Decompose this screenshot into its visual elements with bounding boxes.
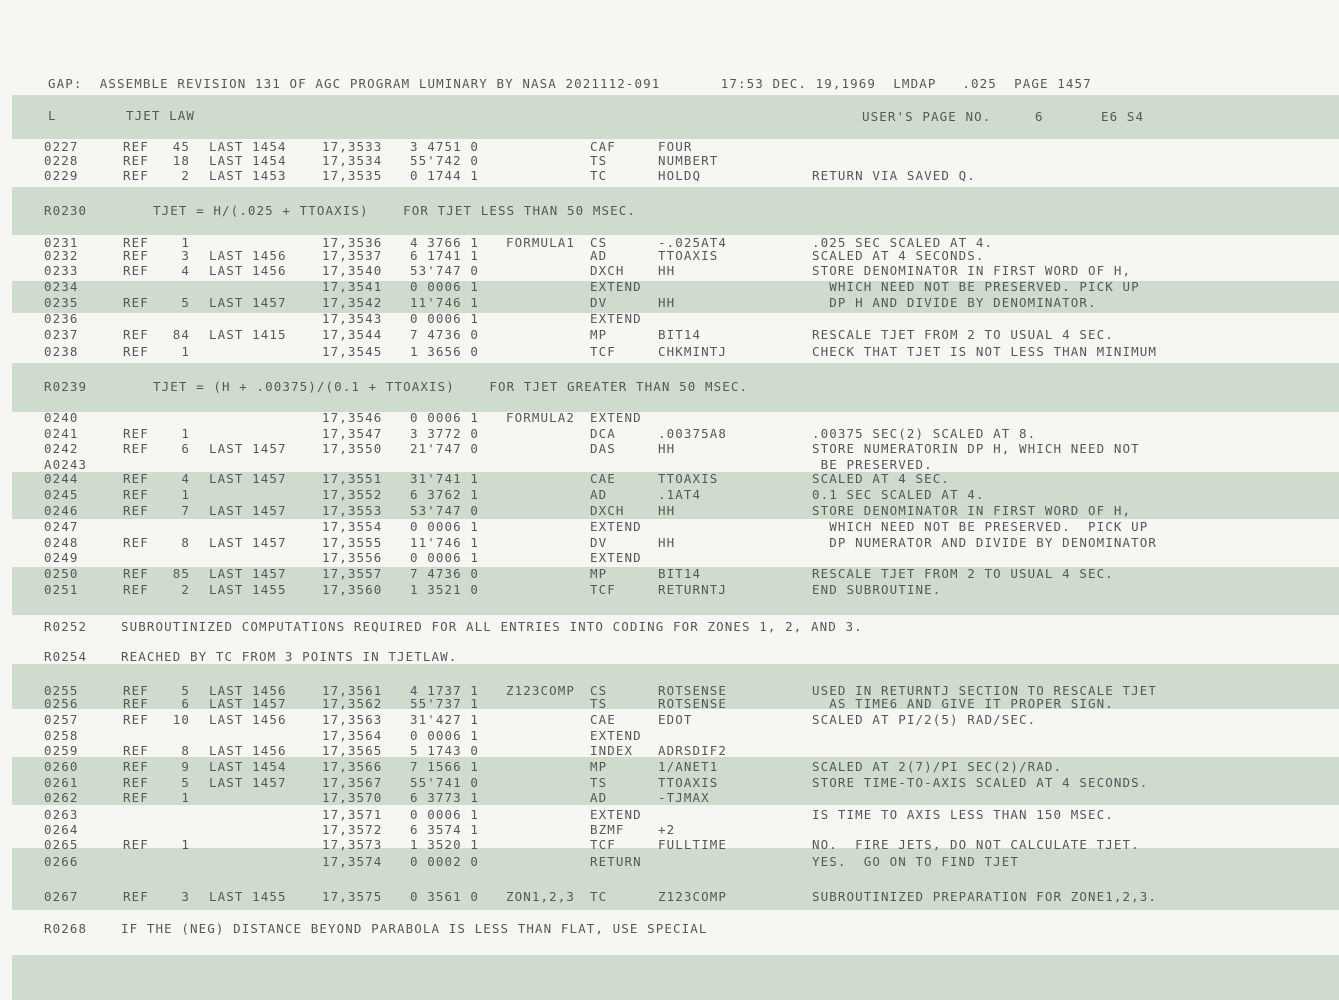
operand: CHKMINTJ <box>658 344 728 359</box>
octal-code: 6 3762 1 <box>410 487 480 502</box>
ref-count: 1 <box>181 235 190 250</box>
opcode: CS <box>590 683 608 698</box>
remark-text: TJET = H/(.025 + TTOAXIS) FOR TJET LESS THAN 50 MSEC. <box>153 203 637 218</box>
ref-label: REF <box>123 248 149 263</box>
operand: HOLDQ <box>658 168 702 183</box>
ref-count: 1 <box>181 487 190 502</box>
last-page: LAST 1456 <box>209 263 287 278</box>
line-number: 0259 <box>44 743 79 758</box>
opcode: TC <box>590 168 608 183</box>
comment: WHICH NEED NOT BE PRESERVED. PICK UP <box>812 279 1140 294</box>
opcode: TCF <box>590 582 616 597</box>
subheader-ref: E6 S4 <box>1101 109 1145 124</box>
line-number: 0245 <box>44 487 79 502</box>
comment: STORE TIME-TO-AXIS SCALED AT 4 SECONDS. <box>812 775 1149 790</box>
ref-label: REF <box>123 712 149 727</box>
comment: STORE DENOMINATOR IN FIRST WORD OF H, <box>812 263 1132 278</box>
ref-label: REF <box>123 263 149 278</box>
line-number: R0239 <box>44 379 88 394</box>
comment: .025 SEC SCALED AT 4. <box>812 235 994 250</box>
ref-count: 84 <box>172 327 190 342</box>
comment: NO. FIRE JETS, DO NOT CALCULATE TJET. <box>812 837 1140 852</box>
comment: RETURN VIA SAVED Q. <box>812 168 976 183</box>
opcode: CAE <box>590 712 616 727</box>
opcode: DV <box>590 295 608 310</box>
address: 17,3557 <box>322 566 383 581</box>
ref-count: 5 <box>181 775 190 790</box>
octal-code: 7 4736 0 <box>410 327 480 342</box>
comment: RESCALE TJET FROM 2 TO USUAL 4 SEC. <box>812 566 1114 581</box>
comment: YES. GO ON TO FIND TJET <box>812 854 1020 869</box>
octal-code: 0 0006 1 <box>410 550 480 565</box>
opcode: DAS <box>590 441 616 456</box>
last-page: LAST 1457 <box>209 471 287 486</box>
line-number: 0238 <box>44 344 79 359</box>
operand: Z123COMP <box>658 889 728 904</box>
last-page: LAST 1457 <box>209 566 287 581</box>
comment: SCALED AT 4 SECONDS. <box>812 248 985 263</box>
comment: IS TIME TO AXIS LESS THAN 150 MSEC. <box>812 807 1114 822</box>
operand: .1AT4 <box>658 487 702 502</box>
ref-label: REF <box>123 168 149 183</box>
octal-code: 3 4751 0 <box>410 139 480 154</box>
last-page: LAST 1456 <box>209 248 287 263</box>
ref-count: 3 <box>181 248 190 263</box>
ref-count: 2 <box>181 582 190 597</box>
line-number: 0266 <box>44 854 79 869</box>
opcode: MP <box>590 566 608 581</box>
remark-text: IF THE (NEG) DISTANCE BEYOND PARABOLA IS LESS THAN FLAT, USE SPECIAL <box>121 921 708 936</box>
line-number: 0233 <box>44 263 79 278</box>
symbol-label: ZON1,2,3 <box>506 889 576 904</box>
line-number: 0241 <box>44 426 79 441</box>
last-page: LAST 1454 <box>209 139 287 154</box>
comment: SCALED AT 2(7)/PI SEC(2)/RAD. <box>812 759 1063 774</box>
opcode: TCF <box>590 837 616 852</box>
last-page: LAST 1457 <box>209 441 287 456</box>
line-number: 0257 <box>44 712 79 727</box>
line-number: 0265 <box>44 837 79 852</box>
line-number: R0230 <box>44 203 88 218</box>
ref-label: REF <box>123 790 149 805</box>
octal-code: 0 3561 0 <box>410 889 480 904</box>
line-number: 0267 <box>44 889 79 904</box>
line-number: 0248 <box>44 535 79 550</box>
address: 17,3561 <box>322 683 383 698</box>
opcode: MP <box>590 327 608 342</box>
line-number: 0255 <box>44 683 79 698</box>
octal-code: 55'741 0 <box>410 775 480 790</box>
last-page: LAST 1456 <box>209 712 287 727</box>
last-page: LAST 1455 <box>209 582 287 597</box>
octal-code: 0 0006 1 <box>410 807 480 822</box>
last-page: LAST 1415 <box>209 327 287 342</box>
line-number: 0240 <box>44 410 79 425</box>
address: 17,3562 <box>322 696 383 711</box>
operand: TTOAXIS <box>658 471 719 486</box>
last-page: LAST 1457 <box>209 295 287 310</box>
opcode: EXTEND <box>590 410 642 425</box>
address: 17,3563 <box>322 712 383 727</box>
address: 17,3555 <box>322 535 383 550</box>
ref-label: REF <box>123 487 149 502</box>
opcode: AD <box>590 487 608 502</box>
ref-label: REF <box>123 837 149 852</box>
last-page: LAST 1457 <box>209 696 287 711</box>
ref-count: 4 <box>181 263 190 278</box>
octal-code: 55'742 0 <box>410 153 480 168</box>
line-number: 0227 <box>44 139 79 154</box>
line-number: 0261 <box>44 775 79 790</box>
comment: STORE DENOMINATOR IN FIRST WORD OF H, <box>812 503 1132 518</box>
octal-code: 53'747 0 <box>410 263 480 278</box>
opcode: DV <box>590 535 608 550</box>
ref-label: REF <box>123 327 149 342</box>
opcode: TS <box>590 696 608 711</box>
opcode: EXTEND <box>590 311 642 326</box>
ref-count: 4 <box>181 471 190 486</box>
opcode: DXCH <box>590 263 625 278</box>
line-number: 0237 <box>44 327 79 342</box>
octal-code: 11'746 1 <box>410 295 480 310</box>
subheader-left: L <box>48 108 57 123</box>
line-number: 0249 <box>44 550 79 565</box>
ref-count: 9 <box>181 759 190 774</box>
comment: STORE NUMERATORIN DP H, WHICH NEED NOT <box>812 441 1140 456</box>
address: 17,3535 <box>322 168 383 183</box>
opcode: TS <box>590 153 608 168</box>
octal-code: 0 0006 1 <box>410 410 480 425</box>
last-page: LAST 1453 <box>209 168 287 183</box>
ref-label: REF <box>123 235 149 250</box>
comment: BE PRESERVED. <box>812 457 933 472</box>
operand: TTOAXIS <box>658 248 719 263</box>
ref-count: 8 <box>181 743 190 758</box>
address: 17,3564 <box>322 728 383 743</box>
address: 17,3551 <box>322 471 383 486</box>
operand: HH <box>658 535 676 550</box>
line-number: A0243 <box>44 457 88 472</box>
opcode: CAE <box>590 471 616 486</box>
ref-count: 3 <box>181 889 190 904</box>
operand: BIT14 <box>658 327 702 342</box>
opcode: MP <box>590 759 608 774</box>
opcode: DCA <box>590 426 616 441</box>
octal-code: 7 4736 0 <box>410 566 480 581</box>
ref-count: 8 <box>181 535 190 550</box>
ref-count: 2 <box>181 168 190 183</box>
octal-code: 55'737 1 <box>410 696 480 711</box>
line-number: 0232 <box>44 248 79 263</box>
octal-code: 0 0006 1 <box>410 311 480 326</box>
ref-label: REF <box>123 139 149 154</box>
line-number: 0244 <box>44 471 79 486</box>
comment: SCALED AT PI/2(5) RAD/SEC. <box>812 712 1037 727</box>
line-number: 0247 <box>44 519 79 534</box>
user-page-number: 6 <box>1035 109 1044 124</box>
address: 17,3545 <box>322 344 383 359</box>
ref-count: 5 <box>181 683 190 698</box>
ref-label: REF <box>123 566 149 581</box>
operand: HH <box>658 263 676 278</box>
last-page: LAST 1454 <box>209 153 287 168</box>
address: 17,3566 <box>322 759 383 774</box>
octal-code: 7 1566 1 <box>410 759 480 774</box>
operand: ROTSENSE <box>658 683 728 698</box>
line-number: 0235 <box>44 295 79 310</box>
ref-count: 18 <box>172 153 190 168</box>
remark-text: TJET = (H + .00375)/(0.1 + TTOAXIS) FOR TJET GREATER THAN 50 MSEC. <box>153 379 749 394</box>
ref-count: 5 <box>181 295 190 310</box>
address: 17,3552 <box>322 487 383 502</box>
line-number: 0262 <box>44 790 79 805</box>
operand: BIT14 <box>658 566 702 581</box>
opcode: INDEX <box>590 743 634 758</box>
octal-code: 4 1737 1 <box>410 683 480 698</box>
last-page: LAST 1457 <box>209 775 287 790</box>
comment: RESCALE TJET FROM 2 TO USUAL 4 SEC. <box>812 327 1114 342</box>
address: 17,3547 <box>322 426 383 441</box>
ref-label: REF <box>123 426 149 441</box>
octal-code: 1 3656 0 <box>410 344 480 359</box>
opcode: AD <box>590 790 608 805</box>
address: 17,3556 <box>322 550 383 565</box>
opcode: RETURN <box>590 854 642 869</box>
ref-label: REF <box>123 696 149 711</box>
line-number: 0242 <box>44 441 79 456</box>
ref-label: REF <box>123 441 149 456</box>
address: 17,3553 <box>322 503 383 518</box>
ref-label: REF <box>123 535 149 550</box>
address: 17,3533 <box>322 139 383 154</box>
ref-count: 45 <box>172 139 190 154</box>
operand: HH <box>658 503 676 518</box>
ref-label: REF <box>123 743 149 758</box>
opcode: CS <box>590 235 608 250</box>
comment: USED IN RETURNTJ SECTION TO RESCALE TJET <box>812 683 1158 698</box>
operand: -TJMAX <box>658 790 710 805</box>
comment: DP H AND DIVIDE BY DENOMINATOR. <box>812 295 1097 310</box>
address: 17,3570 <box>322 790 383 805</box>
octal-code: 6 3773 1 <box>410 790 480 805</box>
line-number: 0256 <box>44 696 79 711</box>
opcode: EXTEND <box>590 728 642 743</box>
line-number: 0246 <box>44 503 79 518</box>
operand: RETURNTJ <box>658 582 728 597</box>
operand: EDOT <box>658 712 693 727</box>
operand: HH <box>658 295 676 310</box>
operand: ROTSENSE <box>658 696 728 711</box>
operand: +2 <box>658 822 676 837</box>
comment: WHICH NEED NOT BE PRESERVED. PICK UP <box>812 519 1149 534</box>
address: 17,3572 <box>322 822 383 837</box>
ref-label: REF <box>123 153 149 168</box>
octal-code: 31'427 1 <box>410 712 480 727</box>
octal-code: 6 3574 1 <box>410 822 480 837</box>
octal-code: 53'747 0 <box>410 503 480 518</box>
symbol-label: FORMULA1 <box>506 235 576 250</box>
last-page: LAST 1456 <box>209 683 287 698</box>
last-page: LAST 1455 <box>209 889 287 904</box>
line-number: 0234 <box>44 279 79 294</box>
ref-label: REF <box>123 775 149 790</box>
ref-label: REF <box>123 683 149 698</box>
octal-code: 0 1744 1 <box>410 168 480 183</box>
line-number: 0258 <box>44 728 79 743</box>
last-page: LAST 1454 <box>209 759 287 774</box>
octal-code: 1 3521 0 <box>410 582 480 597</box>
symbol-label: Z123COMP <box>506 683 576 698</box>
address: 17,3543 <box>322 311 383 326</box>
user-page-label: USER'S PAGE NO. <box>862 109 992 124</box>
ref-count: 6 <box>181 441 190 456</box>
opcode: DXCH <box>590 503 625 518</box>
address: 17,3567 <box>322 775 383 790</box>
operand: ADRSDIF2 <box>658 743 728 758</box>
opcode: BZMF <box>590 822 625 837</box>
comment: .00375 SEC(2) SCALED AT 8. <box>812 426 1037 441</box>
opcode: AD <box>590 248 608 263</box>
octal-code: 0 0002 0 <box>410 854 480 869</box>
opcode: EXTEND <box>590 550 642 565</box>
ref-label: REF <box>123 582 149 597</box>
operand: 1/ANET1 <box>658 759 719 774</box>
opcode: EXTEND <box>590 519 642 534</box>
address: 17,3537 <box>322 248 383 263</box>
ref-count: 1 <box>181 837 190 852</box>
address: 17,3542 <box>322 295 383 310</box>
octal-code: 1 3520 1 <box>410 837 480 852</box>
operand: HH <box>658 441 676 456</box>
listing-header: GAP: ASSEMBLE REVISION 131 OF AGC PROGRAM LUMINARY BY NASA 2021112-091 17:53 DEC. 19,1969 LMDAP .025 PAGE 1457 <box>48 76 1092 91</box>
operand: -.025AT4 <box>658 235 728 250</box>
octal-code: 21'747 0 <box>410 441 480 456</box>
line-number: 0264 <box>44 822 79 837</box>
opcode: EXTEND <box>590 807 642 822</box>
ref-count: 6 <box>181 696 190 711</box>
opcode: TC <box>590 889 608 904</box>
line-number: 0263 <box>44 807 79 822</box>
ref-count: 1 <box>181 344 190 359</box>
ref-label: REF <box>123 503 149 518</box>
address: 17,3550 <box>322 441 383 456</box>
address: 17,3574 <box>322 854 383 869</box>
opcode: TCF <box>590 344 616 359</box>
address: 17,3536 <box>322 235 383 250</box>
octal-code: 11'746 1 <box>410 535 480 550</box>
address: 17,3534 <box>322 153 383 168</box>
greenbar-band <box>12 955 1339 1000</box>
opcode: TS <box>590 775 608 790</box>
octal-code: 0 0006 1 <box>410 728 480 743</box>
octal-code: 3 3772 0 <box>410 426 480 441</box>
line-number: 0228 <box>44 153 79 168</box>
octal-code: 0 0006 1 <box>410 279 480 294</box>
remark-text: SUBROUTINIZED COMPUTATIONS REQUIRED FOR ALL ENTRIES INTO CODING FOR ZONES 1, 2, AND 3. <box>121 619 863 634</box>
ref-count: 85 <box>172 566 190 581</box>
ref-label: REF <box>123 889 149 904</box>
ref-label: REF <box>123 471 149 486</box>
opcode: EXTEND <box>590 279 642 294</box>
line-number: 0251 <box>44 582 79 597</box>
address: 17,3571 <box>322 807 383 822</box>
line-number: 0260 <box>44 759 79 774</box>
comment: SCALED AT 4 SEC. <box>812 471 951 486</box>
octal-code: 0 0006 1 <box>410 519 480 534</box>
line-number: R0254 <box>44 649 88 664</box>
address: 17,3541 <box>322 279 383 294</box>
last-page: LAST 1457 <box>209 503 287 518</box>
ref-count: 7 <box>181 503 190 518</box>
line-number: R0252 <box>44 619 88 634</box>
line-number: 0229 <box>44 168 79 183</box>
octal-code: 4 3766 1 <box>410 235 480 250</box>
ref-label: REF <box>123 295 149 310</box>
address: 17,3573 <box>322 837 383 852</box>
operand: NUMBERT <box>658 153 719 168</box>
line-number: 0250 <box>44 566 79 581</box>
operand: TTOAXIS <box>658 775 719 790</box>
address: 17,3546 <box>322 410 383 425</box>
ref-count: 1 <box>181 790 190 805</box>
comment: END SUBROUTINE. <box>812 582 942 597</box>
octal-code: 5 1743 0 <box>410 743 480 758</box>
symbol-label: FORMULA2 <box>506 410 576 425</box>
address: 17,3575 <box>322 889 383 904</box>
comment: DP NUMERATOR AND DIVIDE BY DENOMINATOR <box>812 535 1158 550</box>
line-number: 0231 <box>44 235 79 250</box>
last-page: LAST 1456 <box>209 743 287 758</box>
ref-label: REF <box>123 759 149 774</box>
last-page: LAST 1457 <box>209 535 287 550</box>
subheader-title: TJET LAW <box>126 108 196 123</box>
remark-text: REACHED BY TC FROM 3 POINTS IN TJETLAW. <box>121 649 458 664</box>
comment: CHECK THAT TJET IS NOT LESS THAN MINIMUM <box>812 344 1158 359</box>
comment: AS TIME6 AND GIVE IT PROPER SIGN. <box>812 696 1114 711</box>
ref-label: REF <box>123 344 149 359</box>
ref-count: 1 <box>181 426 190 441</box>
comment: 0.1 SEC SCALED AT 4. <box>812 487 985 502</box>
opcode: CAF <box>590 139 616 154</box>
address: 17,3565 <box>322 743 383 758</box>
address: 17,3540 <box>322 263 383 278</box>
operand: FOUR <box>658 139 693 154</box>
octal-code: 31'741 1 <box>410 471 480 486</box>
address: 17,3554 <box>322 519 383 534</box>
line-number: 0236 <box>44 311 79 326</box>
address: 17,3560 <box>322 582 383 597</box>
line-number: R0268 <box>44 921 88 936</box>
operand: FULLTIME <box>658 837 728 852</box>
comment: SUBROUTINIZED PREPARATION FOR ZONE1,2,3. <box>812 889 1158 904</box>
operand: .00375A8 <box>658 426 728 441</box>
ref-count: 10 <box>172 712 190 727</box>
octal-code: 6 1741 1 <box>410 248 480 263</box>
address: 17,3544 <box>322 327 383 342</box>
